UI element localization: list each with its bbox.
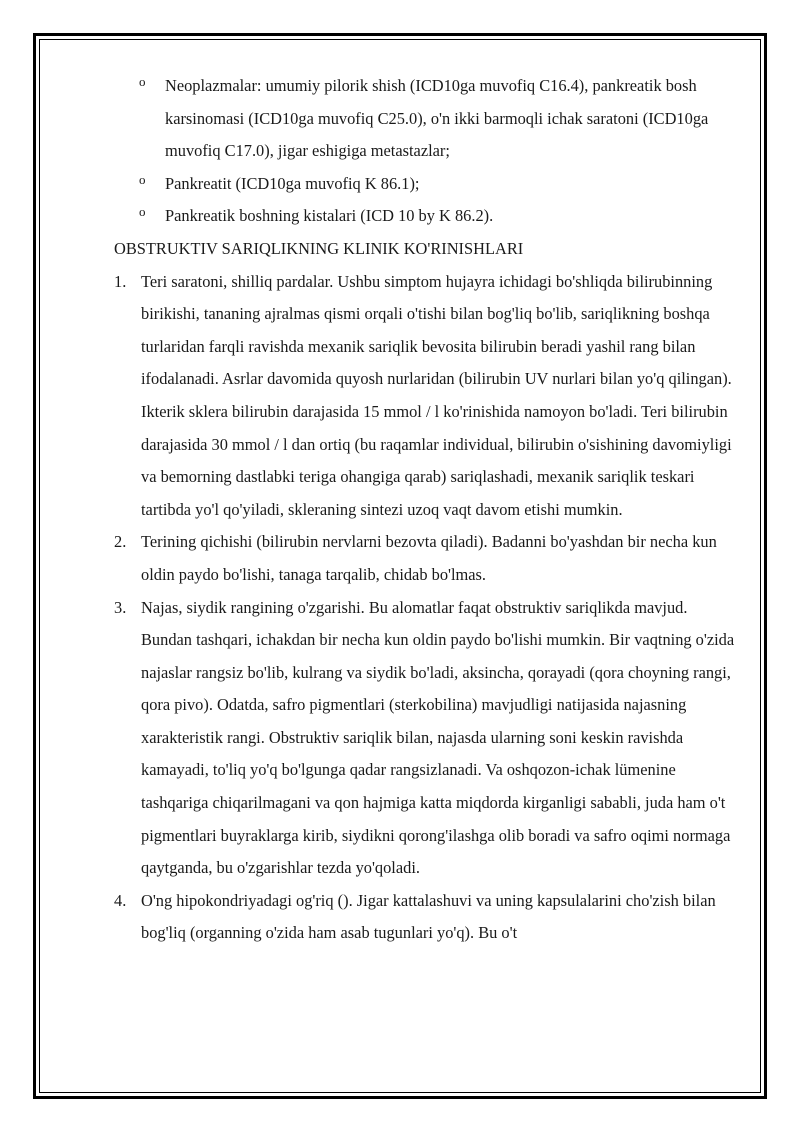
list-item bbox=[114, 592, 740, 885]
document-body bbox=[114, 70, 740, 950]
item-number: 4. bbox=[114, 890, 127, 910]
list-item-text: Teri saratoni, shilliq pardalar. Ushbu simptom hujayra ichidagi bo'shliqda bilirubinning birikishi, tananing ajralmas qismi orqali o'tishi bilan bog'liq bo'lib, sariqlikning boshqa turlaridan farqli ravishda mexanik sariqlik bevosita bilirubin beradi yashil rang bilan ifodalanadi. Asrlar davomida quyosh nurlaridan (bilirubin UV nurlari bilan yo'q qilingan). Ikterik sklera bilirubin darajasida 15 mmol / l ko'rinishida namoyon bo'ladi. Teri bilirubin darajasida 30 mmol / l dan ortiq (bu raqamlar individual, bilirubin o'sishining davomiyligi va bemorning dastlabki teriga ohangiga qarab) sariqlashadi, mexanik sariqlik teskari tartibda yo'l qo'yiladi, skleraning sintezi uzoq vaqt davom etishi mumkin. bbox=[141, 271, 732, 519]
list-item bbox=[139, 200, 740, 233]
item-number: 1. bbox=[114, 271, 127, 291]
list-item-text: O'ng hipokondriyadagi og'riq (). Jigar kattalashuvi va uning kapsulalarini cho'zish bilan bog'liq (organning o'zida ham asab tugunlari yo'q). Bu o't bbox=[141, 890, 716, 943]
list-item-text: Najas, siydik rangining o'zgarishi. Bu alomatlar faqat obstruktiv sariqlikda mavjud. Bundan tashqari, ichakdan bir necha kun oldin paydo bo'lishi mumkin. Bir vaqtning o'zida najaslar rangsiz bo'lib, kulrang va siydik bo'ladi, aksincha, qorayadi (qora choyning rangi, qora pivo). Odatda, safro pigmentlari (sterkobilina) mavjudligi natijasida najasning xarakteristik rangi. Obstruktiv sariqlik bilan, najasda ularning soni keskin ravishda kamayadi, to'liq yo'q bo'lgunga qadar rangsizlanadi. Va oshqozon-ichak lümenine tashqariga chiqarilmagani va qon hajmiga katta miqdorda kirganligi sababli, juda ham o't pigmentlari buyraklarga kirib, siydikni qorong'ilashga olib boradi va safro oqimi normaga qaytganda, bu o'zgarishlar tezda yo'qoladi. bbox=[141, 597, 735, 878]
bullet-marker: o bbox=[139, 204, 146, 220]
list-item bbox=[139, 168, 740, 201]
bullet-marker: o bbox=[139, 171, 146, 187]
list-item bbox=[139, 70, 740, 168]
item-number: 3. bbox=[114, 597, 127, 617]
list-item-text: Terining qichishi (bilirubin nervlarni bezovta qiladi). Badanni bo'yashdan bir necha kun oldin paydo bo'lishi, tanaga tarqalib, chidab bo'lmas. bbox=[141, 532, 717, 584]
list-item bbox=[114, 526, 740, 591]
cause-list bbox=[114, 70, 740, 233]
bullet-marker: o bbox=[139, 74, 146, 89]
list-item bbox=[114, 266, 740, 527]
list-item-text: Pankreatik boshning kistalari (ICD 10 by K 86.2). bbox=[165, 206, 494, 226]
list-item-text: Neoplazmalar: umumiy pilorik shish (ICD10ga muvofiq C16.4), pankreatik bosh karsinomasi (ICD10ga muvofiq C25.0), o'n ikki barmoqli ichak saratoni (ICD10ga muvofiq C17.0), jigar eshigiga metastazlar; bbox=[165, 76, 709, 161]
item-number: 2. bbox=[114, 532, 127, 552]
list-item-text: Pankreatit (ICD10ga muvofiq K 86.1); bbox=[165, 173, 420, 193]
symptom-list bbox=[114, 266, 740, 950]
list-item bbox=[114, 885, 740, 950]
section-heading: OBSTRUKTIV SARIQLIKNING KLINIK KO'RINISHLARI bbox=[114, 238, 524, 258]
